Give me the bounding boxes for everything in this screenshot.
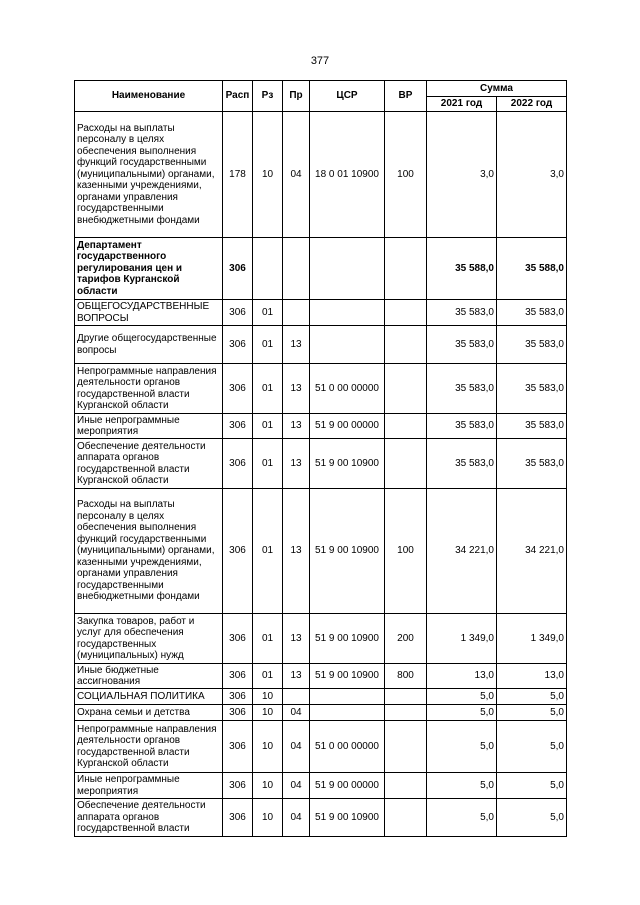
table-row: [75, 689, 567, 705]
row-vr: [385, 414, 427, 439]
row-vr: [385, 799, 427, 837]
row-amount-2022: 34 221,0: [497, 489, 567, 614]
row-csr: 51 9 00 10900: [310, 799, 385, 837]
row-amount-2022: 5,0: [497, 773, 567, 799]
row-rasp: 178: [223, 112, 253, 238]
row-csr: 51 0 00 00000: [310, 364, 385, 414]
row-amount-2022: 5,0: [497, 721, 567, 773]
row-amount-2022: 5,0: [497, 799, 567, 837]
table-row: [75, 705, 567, 721]
table-row: [75, 664, 567, 689]
row-rz: 10: [253, 773, 283, 799]
row-pr: 13: [283, 364, 310, 414]
header-csr: ЦСР: [310, 81, 385, 112]
table-row: [75, 773, 567, 799]
row-amount-2021: 35 583,0: [427, 326, 497, 364]
row-vr: [385, 326, 427, 364]
row-pr: 04: [283, 799, 310, 837]
row-amount-2021: 5,0: [427, 705, 497, 721]
row-pr: 13: [283, 439, 310, 489]
row-amount-2021: 35 583,0: [427, 414, 497, 439]
row-pr: [283, 300, 310, 326]
header-year-2021: 2021 год: [427, 97, 497, 112]
row-pr: 04: [283, 112, 310, 238]
row-rasp: 306: [223, 705, 253, 721]
table-row: [75, 439, 567, 489]
row-csr: 51 9 00 10900: [310, 439, 385, 489]
table-row: [75, 326, 567, 364]
row-amount-2022: 13,0: [497, 664, 567, 689]
row-rasp: 306: [223, 364, 253, 414]
header-vr: ВР: [385, 81, 427, 112]
row-amount-2021: 35 583,0: [427, 439, 497, 489]
row-rz: 10: [253, 689, 283, 705]
row-name: Закупка товаров, работ и услуг для обеспечения государственных (муниципальных) нужд: [75, 614, 223, 664]
row-rasp: 306: [223, 689, 253, 705]
row-pr: [283, 689, 310, 705]
page-number: 377: [310, 55, 330, 67]
row-csr: 51 9 00 00000: [310, 773, 385, 799]
row-name: СОЦИАЛЬНАЯ ПОЛИТИКА: [75, 689, 223, 705]
row-rasp: 306: [223, 489, 253, 614]
row-name: Иные бюджетные ассигнования: [75, 664, 223, 689]
header-name: Наименование: [75, 81, 223, 112]
row-rz: [253, 238, 283, 300]
row-amount-2022: 35 583,0: [497, 300, 567, 326]
table-row: [75, 238, 567, 300]
row-rz: 01: [253, 364, 283, 414]
row-vr: [385, 364, 427, 414]
row-pr: 04: [283, 721, 310, 773]
row-rasp: 306: [223, 614, 253, 664]
row-rasp: 306: [223, 300, 253, 326]
row-name: Непрограммные направления деятельности органов государственной власти Курганской области: [75, 721, 223, 773]
row-name: Другие общегосударственные вопросы: [75, 326, 223, 364]
row-vr: [385, 773, 427, 799]
row-name: Иные непрограммные мероприятия: [75, 414, 223, 439]
row-amount-2021: 13,0: [427, 664, 497, 689]
row-csr: 18 0 01 10900: [310, 112, 385, 238]
row-amount-2022: 1 349,0: [497, 614, 567, 664]
row-amount-2022: 35 583,0: [497, 364, 567, 414]
row-rz: 01: [253, 614, 283, 664]
row-pr: 04: [283, 705, 310, 721]
row-amount-2021: 1 349,0: [427, 614, 497, 664]
table-row: [75, 614, 567, 664]
table-row: [75, 414, 567, 439]
row-name: Обеспечение деятельности аппарата органов государственной власти: [75, 799, 223, 837]
row-amount-2021: 3,0: [427, 112, 497, 238]
row-name: Обеспечение деятельности аппарата органов государственной власти Курганской области: [75, 439, 223, 489]
row-name: Охрана семьи и детства: [75, 705, 223, 721]
row-vr: [385, 300, 427, 326]
row-rz: 10: [253, 705, 283, 721]
row-pr: 13: [283, 414, 310, 439]
table-row: [75, 489, 567, 614]
row-amount-2022: 5,0: [497, 689, 567, 705]
row-rasp: 306: [223, 721, 253, 773]
row-name: Иные непрограммные мероприятия: [75, 773, 223, 799]
row-rz: 01: [253, 326, 283, 364]
row-csr: [310, 326, 385, 364]
row-name: Расходы на выплаты персоналу в целях обеспечения выполнения функций государственными (муниципальными) органами, казенными учреждениями, органами управления государственными внебюджетными фондами: [75, 489, 223, 614]
row-csr: 51 0 00 00000: [310, 721, 385, 773]
row-amount-2021: 5,0: [427, 721, 497, 773]
row-rz: 01: [253, 439, 283, 489]
row-amount-2021: 34 221,0: [427, 489, 497, 614]
header-year-2022: 2022 год: [497, 97, 567, 112]
row-vr: [385, 238, 427, 300]
row-rasp: 306: [223, 326, 253, 364]
table-row: [75, 364, 567, 414]
row-pr: 13: [283, 614, 310, 664]
row-rz: 01: [253, 414, 283, 439]
row-csr: [310, 238, 385, 300]
row-amount-2021: 35 583,0: [427, 300, 497, 326]
header-rasp: Расп: [223, 81, 253, 112]
budget-table: [74, 80, 567, 837]
row-amount-2021: 35 583,0: [427, 364, 497, 414]
table-row: [75, 112, 567, 238]
row-vr: 200: [385, 614, 427, 664]
row-rz: 10: [253, 799, 283, 837]
row-rasp: 306: [223, 439, 253, 489]
row-csr: 51 9 00 10900: [310, 489, 385, 614]
row-pr: 04: [283, 773, 310, 799]
row-rz: 01: [253, 300, 283, 326]
row-rasp: 306: [223, 773, 253, 799]
row-amount-2022: 3,0: [497, 112, 567, 238]
row-amount-2022: 5,0: [497, 705, 567, 721]
header-sum: Сумма: [427, 81, 567, 97]
row-rz: 01: [253, 664, 283, 689]
row-amount-2022: 35 583,0: [497, 326, 567, 364]
row-name: Непрограммные направления деятельности органов государственной власти Курганской области: [75, 364, 223, 414]
row-vr: [385, 689, 427, 705]
row-rasp: 306: [223, 414, 253, 439]
row-name: Расходы на выплаты персоналу в целях обеспечения выполнения функций государственными (муниципальными) органами, казенными учреждениями, органами управления государственными внебюджетными фондами: [75, 112, 223, 238]
row-csr: [310, 705, 385, 721]
row-csr: 51 9 00 10900: [310, 664, 385, 689]
table-header: [75, 81, 567, 112]
row-pr: [283, 238, 310, 300]
row-pr: 13: [283, 664, 310, 689]
header-rz: Рз: [253, 81, 283, 112]
row-amount-2021: 5,0: [427, 799, 497, 837]
table-row: [75, 300, 567, 326]
row-csr: 51 9 00 10900: [310, 614, 385, 664]
row-amount-2022: 35 583,0: [497, 439, 567, 489]
row-vr: 100: [385, 489, 427, 614]
row-rasp: 306: [223, 799, 253, 837]
row-rasp: 306: [223, 238, 253, 300]
row-rasp: 306: [223, 664, 253, 689]
row-vr: [385, 721, 427, 773]
row-rz: 10: [253, 721, 283, 773]
table-row: [75, 799, 567, 837]
row-vr: 800: [385, 664, 427, 689]
row-pr: 13: [283, 489, 310, 614]
row-name: ОБЩЕГОСУДАРСТВЕННЫЕ ВОПРОСЫ: [75, 300, 223, 326]
row-vr: [385, 439, 427, 489]
row-amount-2022: 35 588,0: [497, 238, 567, 300]
row-amount-2022: 35 583,0: [497, 414, 567, 439]
header-pr: Пр: [283, 81, 310, 112]
row-amount-2021: 5,0: [427, 689, 497, 705]
row-pr: 13: [283, 326, 310, 364]
row-csr: [310, 689, 385, 705]
row-rz: 01: [253, 489, 283, 614]
row-vr: [385, 705, 427, 721]
row-rz: 10: [253, 112, 283, 238]
row-csr: [310, 300, 385, 326]
row-csr: 51 9 00 00000: [310, 414, 385, 439]
row-amount-2021: 35 588,0: [427, 238, 497, 300]
row-amount-2021: 5,0: [427, 773, 497, 799]
table-row: [75, 721, 567, 773]
row-name: Департамент государственного регулирования цен и тарифов Курганской области: [75, 238, 223, 300]
table-body: [75, 112, 567, 837]
row-vr: 100: [385, 112, 427, 238]
